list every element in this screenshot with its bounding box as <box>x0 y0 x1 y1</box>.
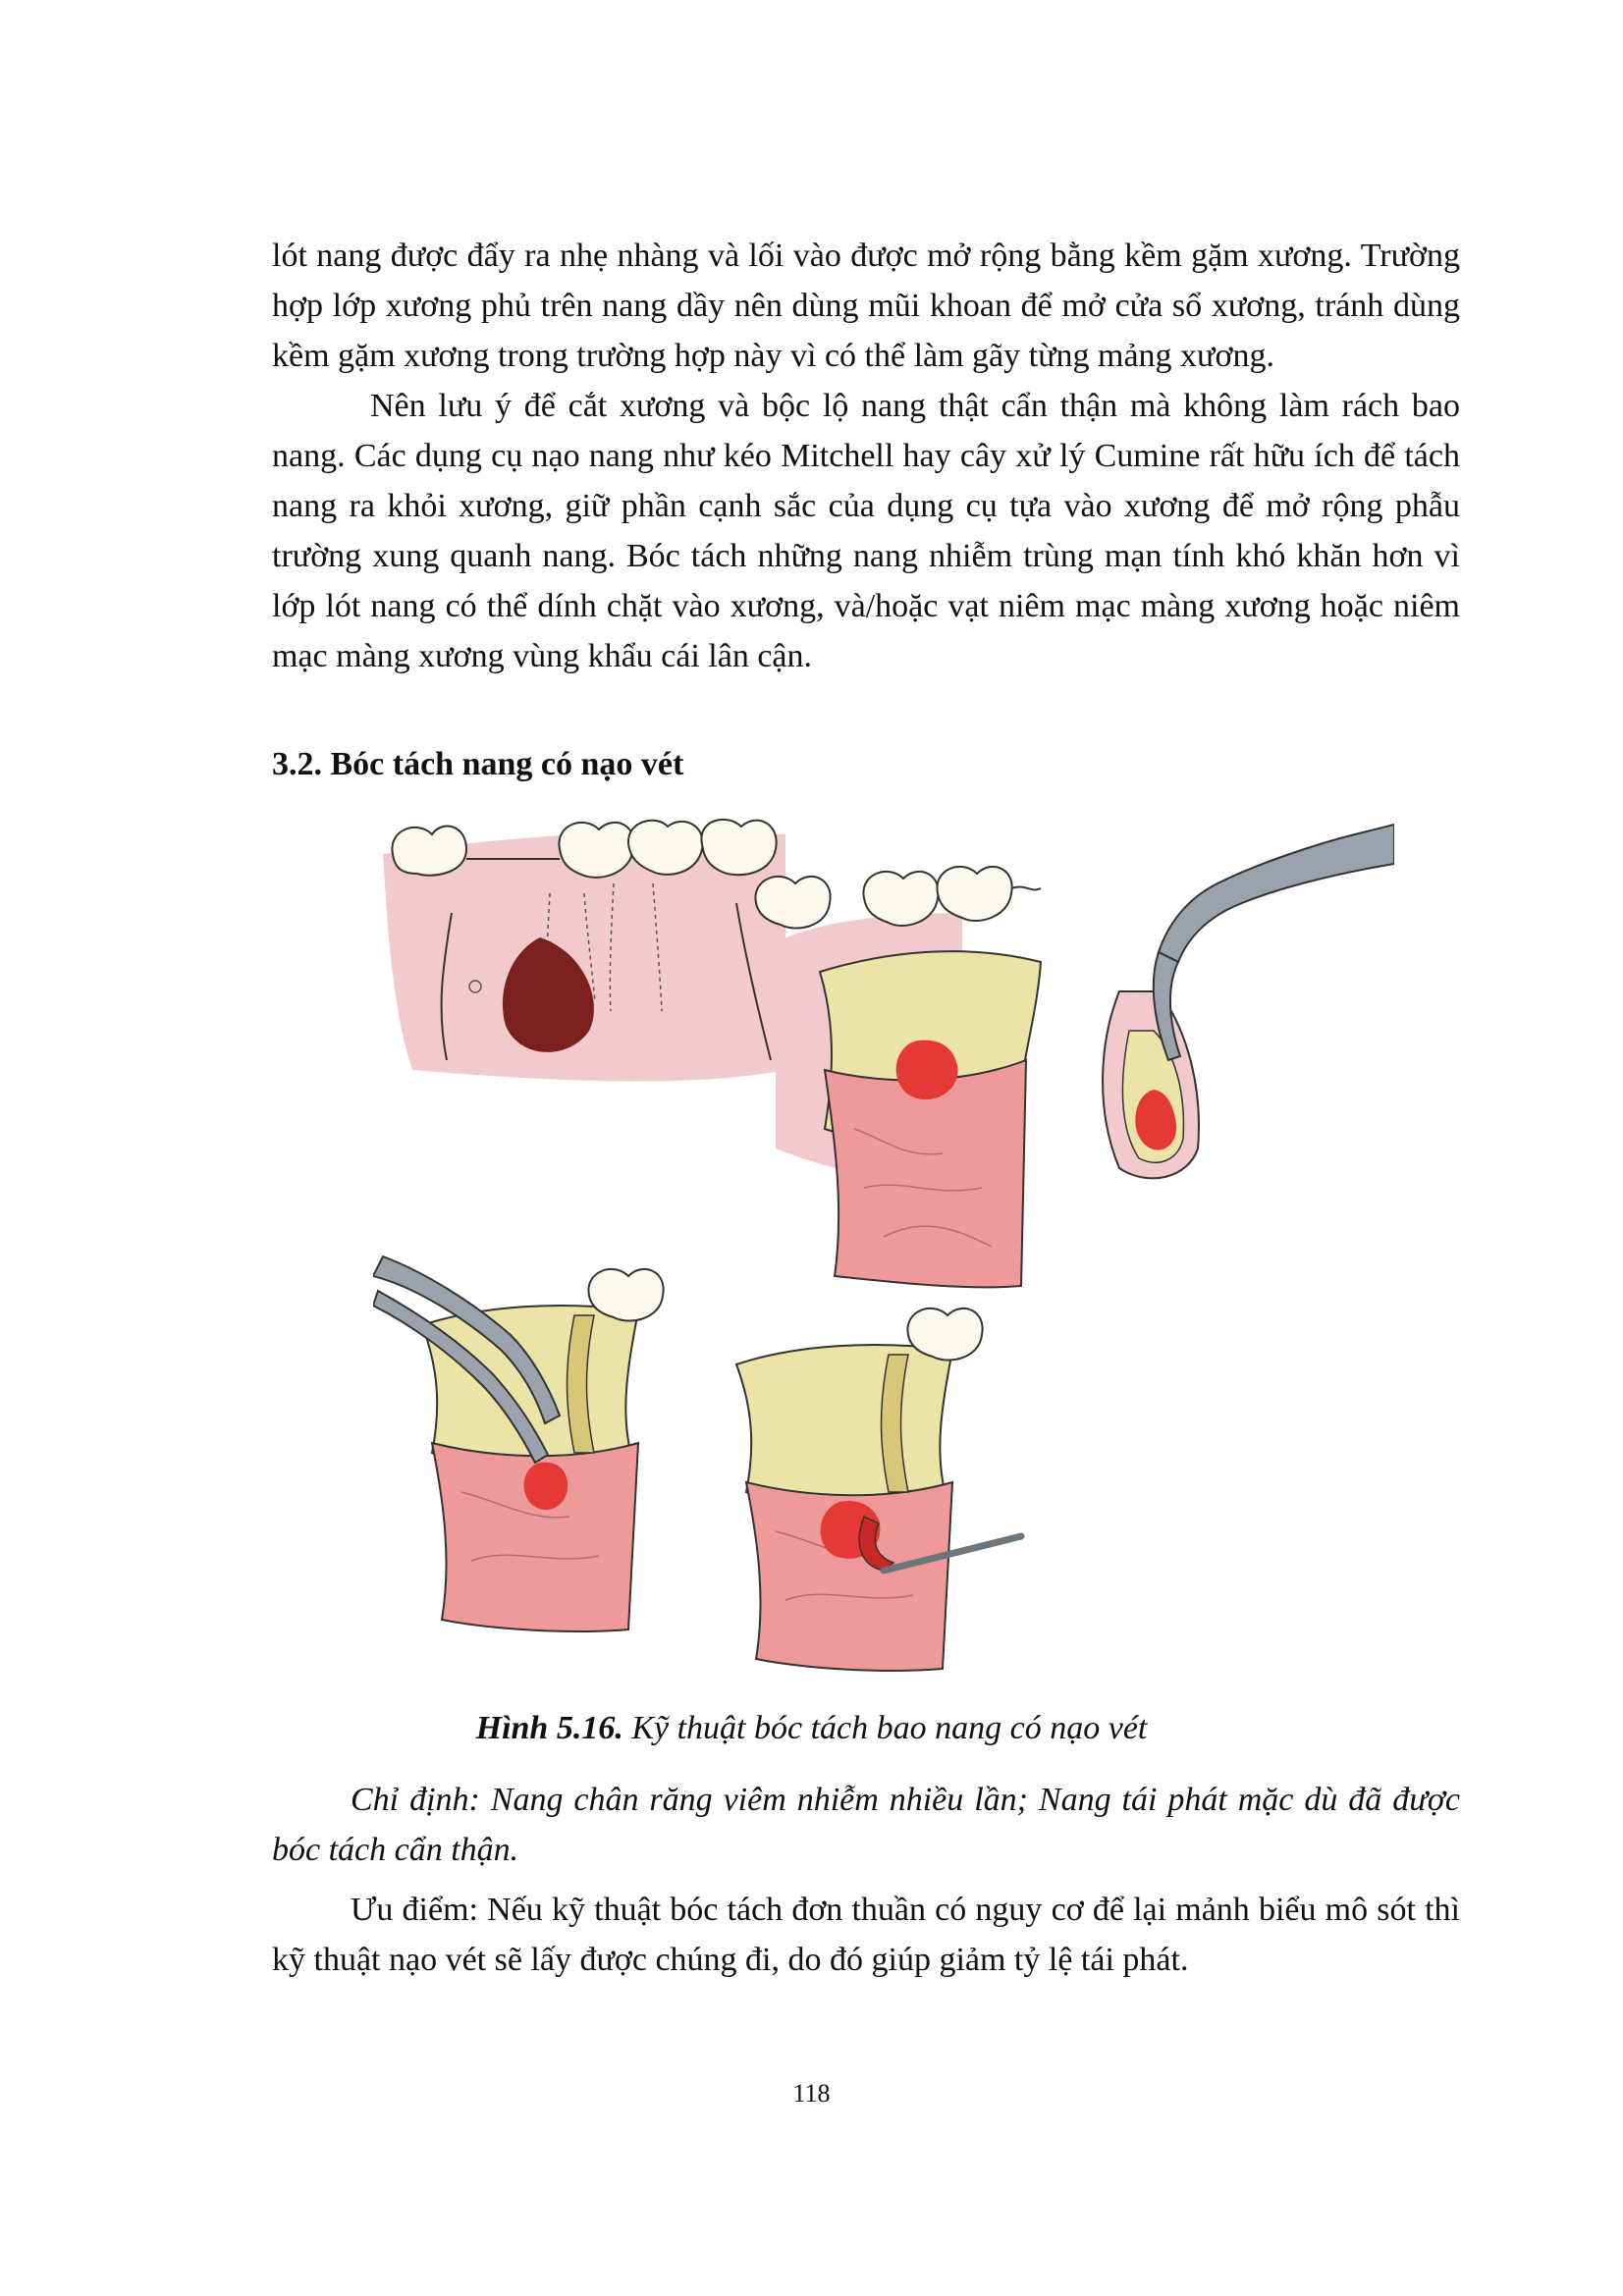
body-text-top <box>272 231 1460 681</box>
advantage-text: Ưu điểm: Nếu kỹ thuật bóc tách đơn thuần có nguy cơ để lại mảnh biểu mô sót thì kỹ thuật nạo vét sẽ lấy được chúng đi, do đó giúp giảm tỷ lệ tái phát. <box>272 1892 1460 1978</box>
paragraph-2: Nên lưu ý để cắt xương và bộc lộ nang thật cẩn thận mà không làm rách bao nang. Các dụng cụ nạo nang như kéo Mitchell hay cây xử lý Cumine rất hữu ích để tách nang ra khỏi xương, giữ phần cạnh sắc của dụng cụ tựa vào xương để mở rộng phẫu trường xung quanh nang. Bóc tách những nang nhiễm trùng mạn tính khó khăn hơn vì lớp lót nang có thể dính chặt vào xương, và/hoặc vạt niêm mạc màng xương hoặc niêm mạc màng xương vùng khẩu cái lân cận. <box>272 388 1460 674</box>
indication-block <box>272 1775 1460 1875</box>
panel-cyst-location <box>383 820 785 1082</box>
surgical-illustration <box>373 815 1394 1708</box>
caption-text: Kỹ thuật bóc tách bao nang có nạo vét <box>622 1710 1148 1746</box>
page-number: 118 <box>792 2079 831 2108</box>
section-heading: 3.2. Bóc tách nang có nạo vét <box>272 746 684 782</box>
indication-text: Chỉ định: Nang chân răng viêm nhiễm nhiều lần; Nang tái phát mặc dù đã được bóc tách cẩn thận. <box>272 1782 1460 1868</box>
panel-cyst-extraction <box>1103 825 1394 1178</box>
caption-label: Hình 5.16. <box>475 1710 623 1746</box>
paragraph-1: lót nang được đẩy ra nhẹ nhàng và lối vào được mở rộng bằng kềm gặm xương. Trường hợp lớp xương phủ trên nang dầy nên dùng mũi khoan để mở cửa sổ xương, tránh dùng kềm gặm xương trong trường hợp này vì có thể làm gãy từng mảng xương. <box>272 238 1460 374</box>
panel-bone-removal <box>373 1256 664 1631</box>
figure-caption <box>0 1710 1623 1747</box>
panel-curettage <box>736 1308 1021 1671</box>
panel-flap-raised <box>755 867 1041 1287</box>
advantage-block <box>272 1885 1460 1985</box>
